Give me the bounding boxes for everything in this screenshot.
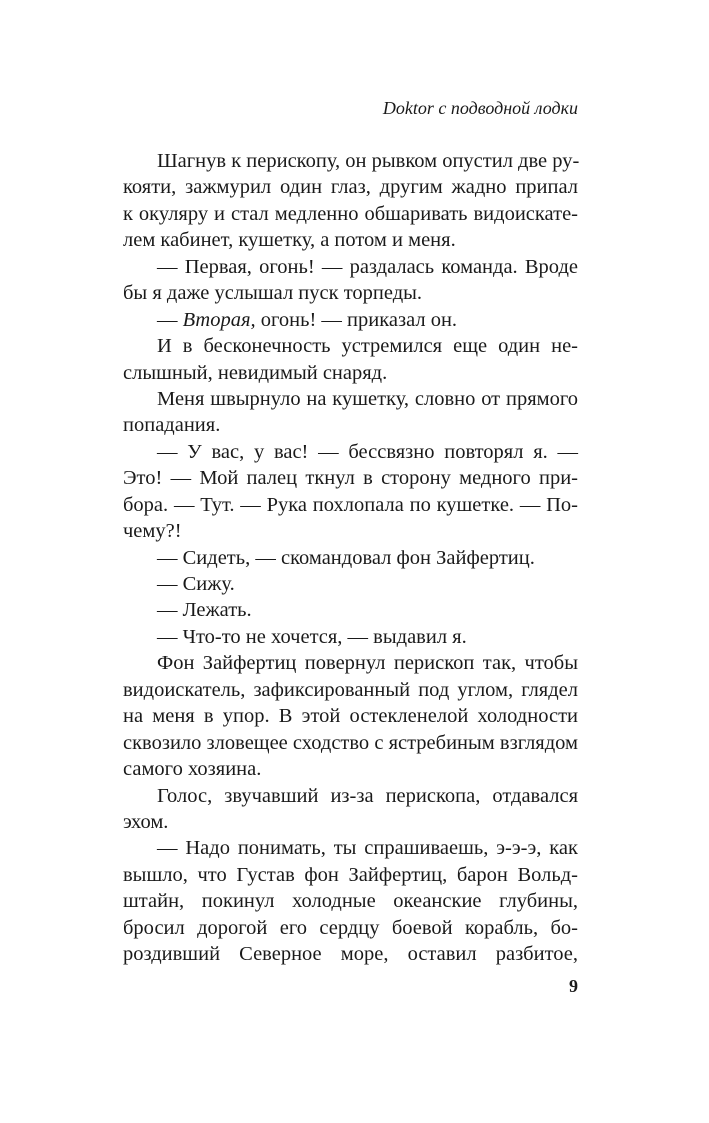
text-segment: — Надо понимать, ты спрашиваешь, э-э-э, как: [157, 837, 578, 860]
text-line: [123, 307, 578, 333]
text-segment: — У вас, у вас! — бессвязно повторял я. —: [157, 440, 578, 463]
text-segment: лем кабинет, кушетку, а потом и меня.: [123, 229, 456, 252]
text-line: [123, 227, 578, 253]
text-line: [123, 518, 578, 544]
text-segment: — Сидеть, — скомандовал фон Зайфертиц.: [157, 546, 535, 569]
text-line: [123, 280, 578, 306]
text-line: [123, 174, 578, 200]
text-line: [123, 571, 578, 597]
text-segment: — Лежать.: [157, 599, 252, 622]
text-segment: самого хозяина.: [123, 758, 262, 781]
text-line: [123, 465, 578, 491]
text-line: [123, 783, 578, 809]
text-line: [123, 703, 578, 729]
text-line: [123, 201, 578, 227]
text-segment: бы я даже услышал пуск торпеды.: [123, 282, 423, 305]
text-line: [123, 624, 578, 650]
text-segment: видоискатель, зафиксированный под углом, глядел: [123, 678, 578, 701]
text-line: [123, 809, 578, 835]
text-segment: Шагнув к перископу, он рывком опустил две ру-: [157, 150, 580, 172]
page-body-text: [123, 148, 578, 968]
text-segment: — Что-то не хочется, — выдавил я.: [157, 625, 467, 648]
text-line: [123, 862, 578, 888]
text-segment: бросил дорогой его сердцу боевой корабль, бо-: [123, 916, 578, 939]
text-line: [123, 439, 578, 465]
text-segment: Меня швырнуло на кушетку, словно от прямого: [157, 387, 578, 410]
text-line: [123, 412, 578, 438]
text-line: [123, 360, 578, 386]
text-line: [123, 888, 578, 914]
text-line: [123, 545, 578, 571]
text-line: [123, 835, 578, 861]
text-segment: чему?!: [123, 520, 182, 543]
text-segment: попадания.: [123, 414, 221, 437]
text-line: [123, 148, 578, 174]
text-line: [123, 492, 578, 518]
text-segment: штайн, покинул холодные океанские глубины,: [123, 890, 578, 913]
running-header: Doktor с подводной лодки: [382, 98, 578, 118]
text-segment: Голос, звучавший из-за перископа, отдавался: [157, 784, 578, 807]
text-segment: Это! — Мой палец ткнул в сторону медного при-: [123, 467, 578, 490]
text-segment: И в бесконечность устремился еще один не-: [157, 335, 578, 358]
text-line: [123, 730, 578, 756]
text-segment: —: [157, 308, 183, 331]
text-line: [123, 650, 578, 676]
text-segment: сквозило зловещее сходство с ястребиным взглядом: [123, 731, 578, 754]
page-number: 9: [569, 976, 578, 996]
text-segment: — Сижу.: [157, 573, 235, 595]
text-segment: огонь! — приказал он.: [255, 308, 458, 331]
text-segment: кояти, зажмурил один глаз, другим жадно припал: [123, 176, 578, 199]
text-line: [123, 386, 578, 412]
text-segment: роздивший Северное море, оставил разбитое,: [123, 943, 578, 966]
text-line: [123, 677, 578, 703]
text-line: [123, 915, 578, 941]
text-segment: эхом.: [123, 810, 169, 833]
text-segment: слышный, невидимый снаряд.: [123, 361, 388, 384]
text-line: [123, 756, 578, 782]
text-line: [123, 254, 578, 280]
text-line: [123, 941, 578, 967]
text-segment: Фон Зайфертиц повернул перископ так, чтобы: [157, 652, 578, 675]
text-segment: бора. — Тут. — Рука похлопала по кушетке. — По-: [123, 493, 578, 516]
text-segment: — Первая, огонь! — раздалась команда. Вроде: [157, 255, 578, 278]
text-segment: вышло, что Густав фон Зайфертиц, барон Вольд-: [123, 863, 578, 886]
text-line: [123, 597, 578, 623]
text-segment: на меня в упор. В этой остекленелой холодности: [123, 705, 578, 728]
text-line: [123, 333, 578, 359]
italic-text: Вторая,: [182, 308, 256, 331]
text-segment: к окуляру и стал медленно обшаривать видоискате-: [123, 202, 578, 225]
